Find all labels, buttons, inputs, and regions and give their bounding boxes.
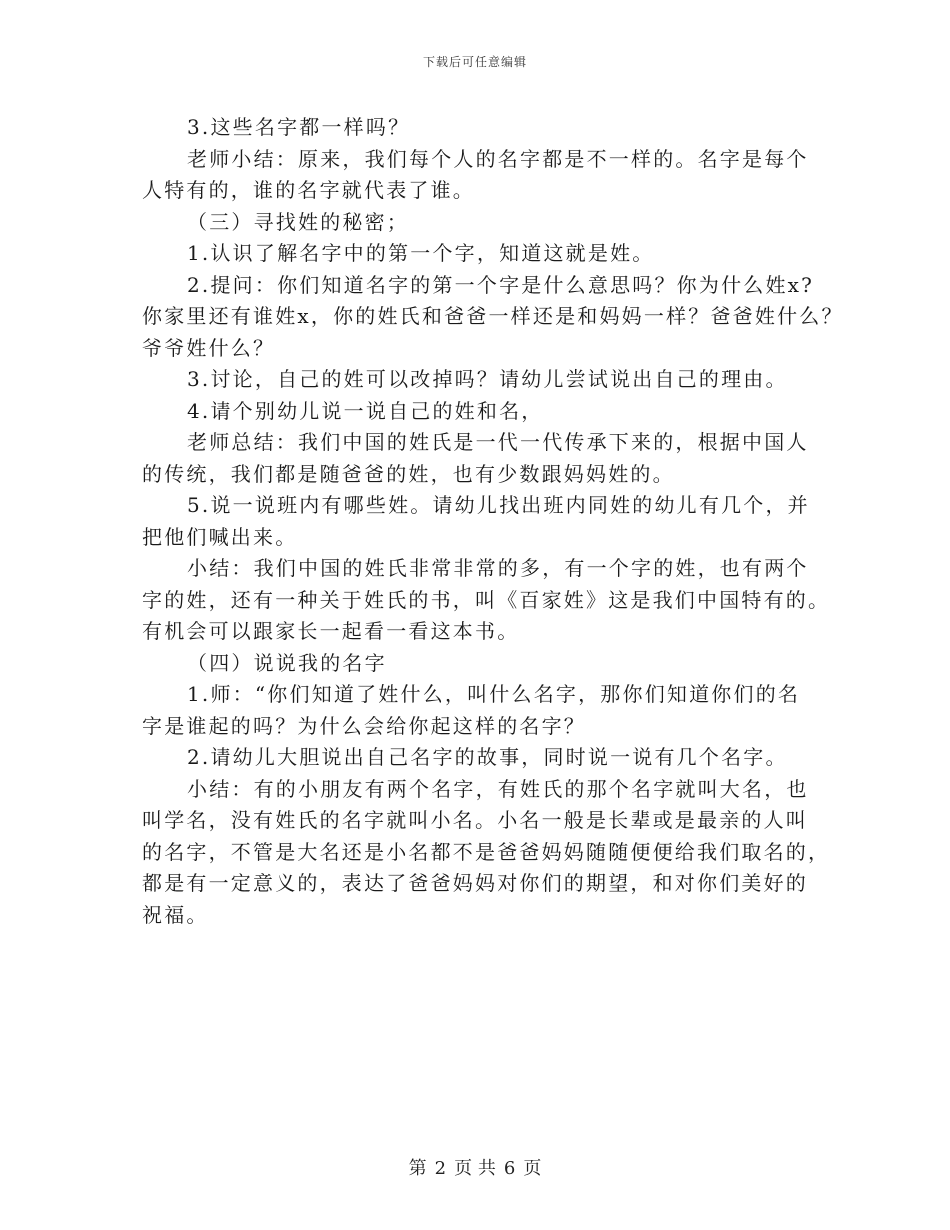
section-heading: （三）寻找姓的秘密； — [187, 209, 409, 234]
body-line: 爷爷姓什么？ — [142, 335, 276, 360]
body-line: 有机会可以跟家长一起看一看这本书。 — [142, 619, 520, 643]
body-line: 你家里还有谁姓x，你的姓氏和爸爸一样还是和妈妈一样？爸爸姓什么？ — [142, 304, 844, 328]
body-line: 2.提问：你们知道名字的第一个字是什么意思吗？你为什么姓x? — [187, 272, 815, 297]
body-line: 5.说一说班内有哪些姓。请幼儿找出班内同姓的幼儿有几个，并 — [187, 493, 810, 517]
footer-suffix: 页 — [523, 1158, 542, 1179]
body-line: 老师小结：原来，我们每个人的名字都是不一样的。名字是每个 — [187, 146, 809, 171]
body-line: 老师总结：我们中国的姓氏是一代一代传承下来的，根据中国人 — [187, 430, 809, 454]
body-line: 人特有的，谁的名字就代表了谁。 — [142, 178, 475, 202]
body-line: 2.请幼儿大胆说出自己名字的故事，同时说一说有几个名字。 — [187, 745, 788, 769]
section-heading: （四）说说我的名字 — [187, 650, 387, 675]
body-line: 3.讨论，自己的姓可以改掉吗？请幼儿尝试说出自己的理由。 — [187, 367, 788, 391]
body-line: 祝福。 — [142, 902, 209, 927]
footer-prefix: 第 — [408, 1158, 427, 1179]
footer-middle: 页 共 — [454, 1158, 496, 1179]
body-line: 3.这些名字都一样吗？ — [187, 115, 411, 139]
total-pages-number: 6 — [503, 1158, 516, 1179]
body-line: 的名字，不管是大名还是小名都不是爸爸妈妈随随便便给我们取名的， — [142, 839, 831, 864]
body-line: 1.认识了解名字中的第一个字，知道这就是姓。 — [187, 241, 655, 265]
body-line: 的传统，我们都是随爸爸的姓，也有少数跟妈妈姓的。 — [142, 461, 675, 486]
body-line: 小结：有的小朋友有两个名字，有姓氏的那个名字就叫大名，也 — [187, 776, 809, 801]
document-body — [142, 112, 842, 931]
body-line: 叫学名，没有姓氏的名字就叫小名。小名一般是长辈或是最亲的人叫 — [142, 808, 808, 832]
page-header-note: 下载后可任意编辑 — [422, 55, 527, 69]
body-line: 把他们喊出来。 — [142, 524, 298, 549]
current-page-number: 2 — [434, 1158, 447, 1179]
body-line: 1.师：“你们知道了姓什么，叫什么名字，那你们知道你们的名 — [187, 682, 801, 706]
page-footer — [0, 1154, 950, 1180]
body-line: 字是谁起的吗？为什么会给你起这样的名字？ — [142, 713, 586, 738]
body-line: 都是有一定意义的，表达了爸爸妈妈对你们的期望，和对你们美好的 — [142, 871, 808, 895]
body-line: 4.请个别幼儿说一说自己的姓和名， — [187, 398, 544, 423]
body-line: 小结：我们中国的姓氏非常非常的多，有一个字的姓，也有两个 — [187, 556, 809, 580]
body-line: 字的姓，还有一种关于姓氏的书，叫《百家姓》这是我们中国特有的。 — [142, 587, 831, 612]
